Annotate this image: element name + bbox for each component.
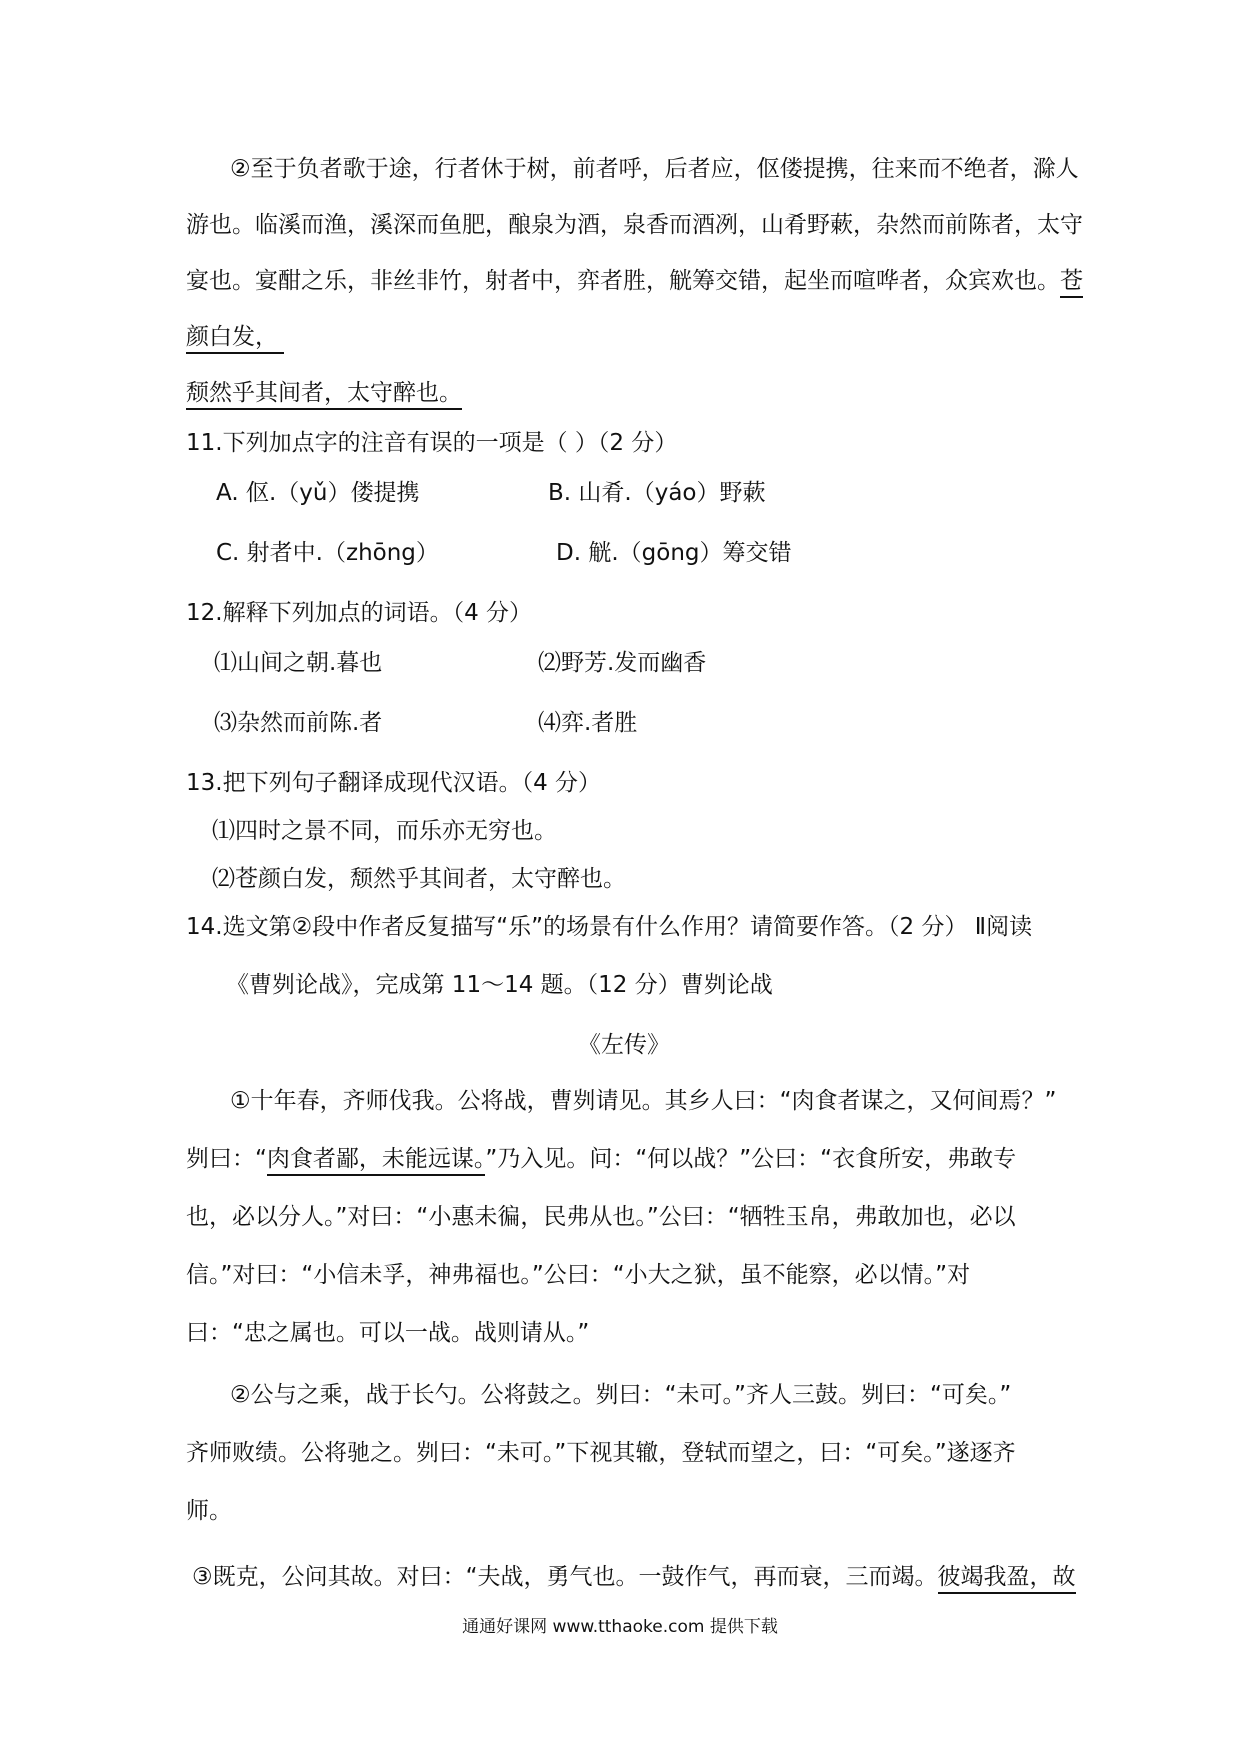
text: ”乃入见。问：“何以战？”公曰：“衣食所安，弗敢专 (485, 1146, 1017, 1172)
page-footer: 通通好课网 www.tthaoke.com 提供下载 (462, 1617, 778, 1637)
passage2-p1-line-1: ①十年春，齐师伐我。公将战，曹刿请见。其乡人曰：“肉食者谋之，又何间焉？” (230, 1088, 1057, 1114)
question-12: 12.解释下列加点的词语。（4 分） (186, 600, 533, 626)
passage1-line-1 (186, 154, 1079, 184)
underlined-text: 颓然乎其间者，太守醉也。 (186, 380, 462, 410)
question-14-continued: 《曹刿论战》，完成第 11～14 题。（12 分）曹刿论战 (226, 972, 773, 998)
q13-item-1: ⑴四时之景不同，而乐亦无穷也。 (212, 818, 557, 844)
text: ③既克，公问其故。对曰：“夫战，勇气也。一鼓作气，再而衰，三而竭。 (192, 1564, 938, 1590)
passage2-p1-line-5: 曰：“忠之属也。可以一战。战则请从。” (186, 1320, 590, 1346)
q12-item-1: ⑴山间之朝.暮也 (214, 650, 383, 676)
q12-item-4: ⑷弈.者胜 (538, 710, 638, 736)
underlined-text: 彼竭我盈，故 (938, 1564, 1076, 1594)
question-14: 14.选文第②段中作者反复描写“乐”的场景有什么作用？请简要作答。（2 分） Ⅱ阅读 (186, 914, 1033, 940)
passage2-p1-line-2 (186, 1144, 1016, 1174)
q11-option-a: A. 伛.（yǔ）偻提携 (216, 480, 420, 506)
text: 刿曰：“ (186, 1146, 267, 1172)
passage1-line-2: 游也。临溪而渔，溪深而鱼肥，酿泉为酒，泉香而酒冽，山肴野蔌，杂然而前陈者，太守 (186, 212, 1083, 238)
q12-item-3: ⑶杂然而前陈.者 (214, 710, 383, 736)
passage2-p1-line-3: 也，必以分人。”对曰：“小惠未徧，民弗从也。”公曰：“牺牲玉帛，弗敢加也，必以 (186, 1204, 1016, 1230)
underlined-text: 颜白发， (186, 324, 284, 354)
text: 宴也。宴酣之乐，非丝非竹，射者中，弈者胜，觥筹交错，起坐而喧哗者，众宾欢也。 (186, 268, 1060, 294)
passage1-line-3 (186, 266, 1083, 296)
q11-option-c: C. 射者中.（zhōng） (216, 540, 439, 566)
source-title: 《左传》 (578, 1032, 670, 1058)
question-13: 13.把下列句子翻译成现代汉语。（4 分） (186, 770, 602, 796)
underlined-text: 苍 (1060, 268, 1083, 298)
passage2-p1-line-4: 信。”对曰：“小信未孚，神弗福也。”公曰：“小大之狱，虽不能察，必以情。”对 (186, 1262, 971, 1288)
passage1-line-4 (186, 322, 284, 352)
passage2-p2-line-3: 师。 (186, 1498, 232, 1524)
q11-option-d: D. 觥.（gōng）筹交错 (556, 540, 792, 566)
passage2-p2-line-2: 齐师败绩。公将驰之。刿曰：“未可。”下视其辙，登轼而望之，曰：“可矣。”遂逐齐 (186, 1440, 1016, 1466)
text: ②至于负者歌于途，行者休于树，前者呼，后者应，伛偻提携，往来而不绝者，滁人 (230, 156, 1079, 182)
passage2-p2-line-1: ②公与之乘，战于长勺。公将鼓之。刿曰：“未可。”齐人三鼓。刿曰：“可矣。” (230, 1382, 1012, 1408)
question-11: 11.下列加点字的注音有误的一项是（ ）（2 分） (186, 430, 678, 456)
underlined-text: 肉食者鄙，未能远谋。 (267, 1146, 486, 1176)
q12-item-2: ⑵野芳.发而幽香 (538, 650, 707, 676)
q13-item-2: ⑵苍颜白发，颓然乎其间者，太守醉也。 (212, 866, 626, 892)
q11-option-b: B. 山肴.（yáo）野蔌 (548, 480, 766, 506)
passage2-p3-line-1 (192, 1562, 1076, 1592)
passage1-line-5 (186, 378, 462, 408)
